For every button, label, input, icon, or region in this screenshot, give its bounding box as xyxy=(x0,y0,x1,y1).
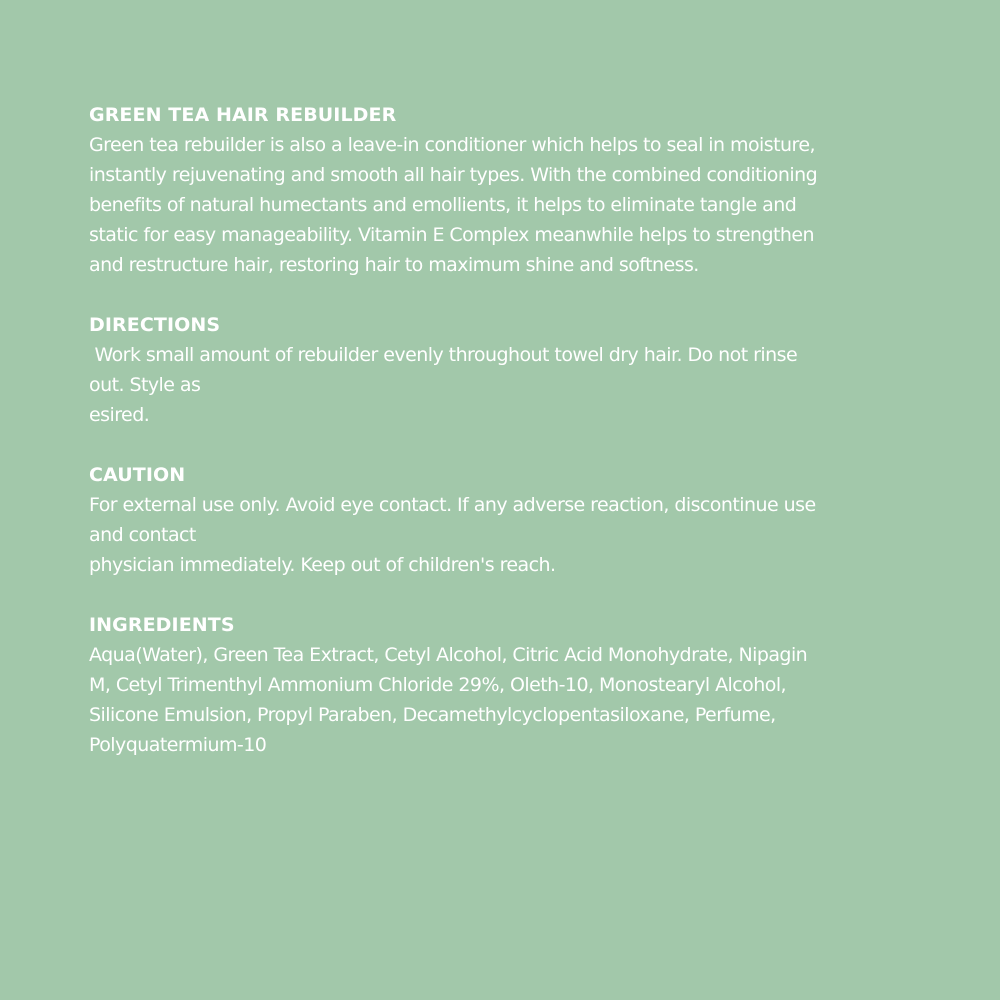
ingredients-line: M, Cetyl Trimenthyl Ammonium Chloride 29%, Oleth-10, Monostearyl Alcohol, xyxy=(89,674,787,696)
description-line: instantly rejuvenating and smooth all hair types. With the combined conditioning xyxy=(89,164,818,186)
directions-line: out. Style as xyxy=(89,374,201,396)
caution-line: physician immediately. Keep out of children's reach. xyxy=(89,554,556,576)
description-line: static for easy manageability. Vitamin E Complex meanwhile helps to strengthen xyxy=(89,224,815,246)
directions-section xyxy=(89,310,909,430)
ingredients-line: Aqua(Water), Green Tea Extract, Cetyl Alcohol, Citric Acid Monohydrate, Nipagin xyxy=(89,644,808,666)
content-area xyxy=(89,100,909,790)
ingredients-section xyxy=(89,610,909,760)
caution-line: and contact xyxy=(89,524,196,546)
caution-line: For external use only. Avoid eye contact. If any adverse reaction, discontinue use xyxy=(89,494,816,516)
product-section xyxy=(89,100,909,280)
ingredients-line: Polyquatermium-10 xyxy=(89,734,267,756)
directions-heading: DIRECTIONS xyxy=(89,314,221,336)
description-line: and restructure hair, restoring hair to maximum shine and softness. xyxy=(89,254,699,276)
description-line: benefits of natural humectants and emollients, it helps to eliminate tangle and xyxy=(89,194,797,216)
product-title: GREEN TEA HAIR REBUILDER xyxy=(89,104,397,126)
ingredients-heading: INGREDIENTS xyxy=(89,614,235,636)
caution-heading: CAUTION xyxy=(89,464,186,486)
description-line: Green tea rebuilder is also a leave-in conditioner which helps to seal in moisture, xyxy=(89,134,815,156)
directions-line: Work small amount of rebuilder evenly throughout towel dry hair. Do not rinse xyxy=(89,344,798,366)
caution-section xyxy=(89,460,909,580)
ingredients-line: Silicone Emulsion, Propyl Paraben, Decamethylcyclopentasiloxane, Perfume, xyxy=(89,704,776,726)
directions-line: esired. xyxy=(89,404,150,426)
